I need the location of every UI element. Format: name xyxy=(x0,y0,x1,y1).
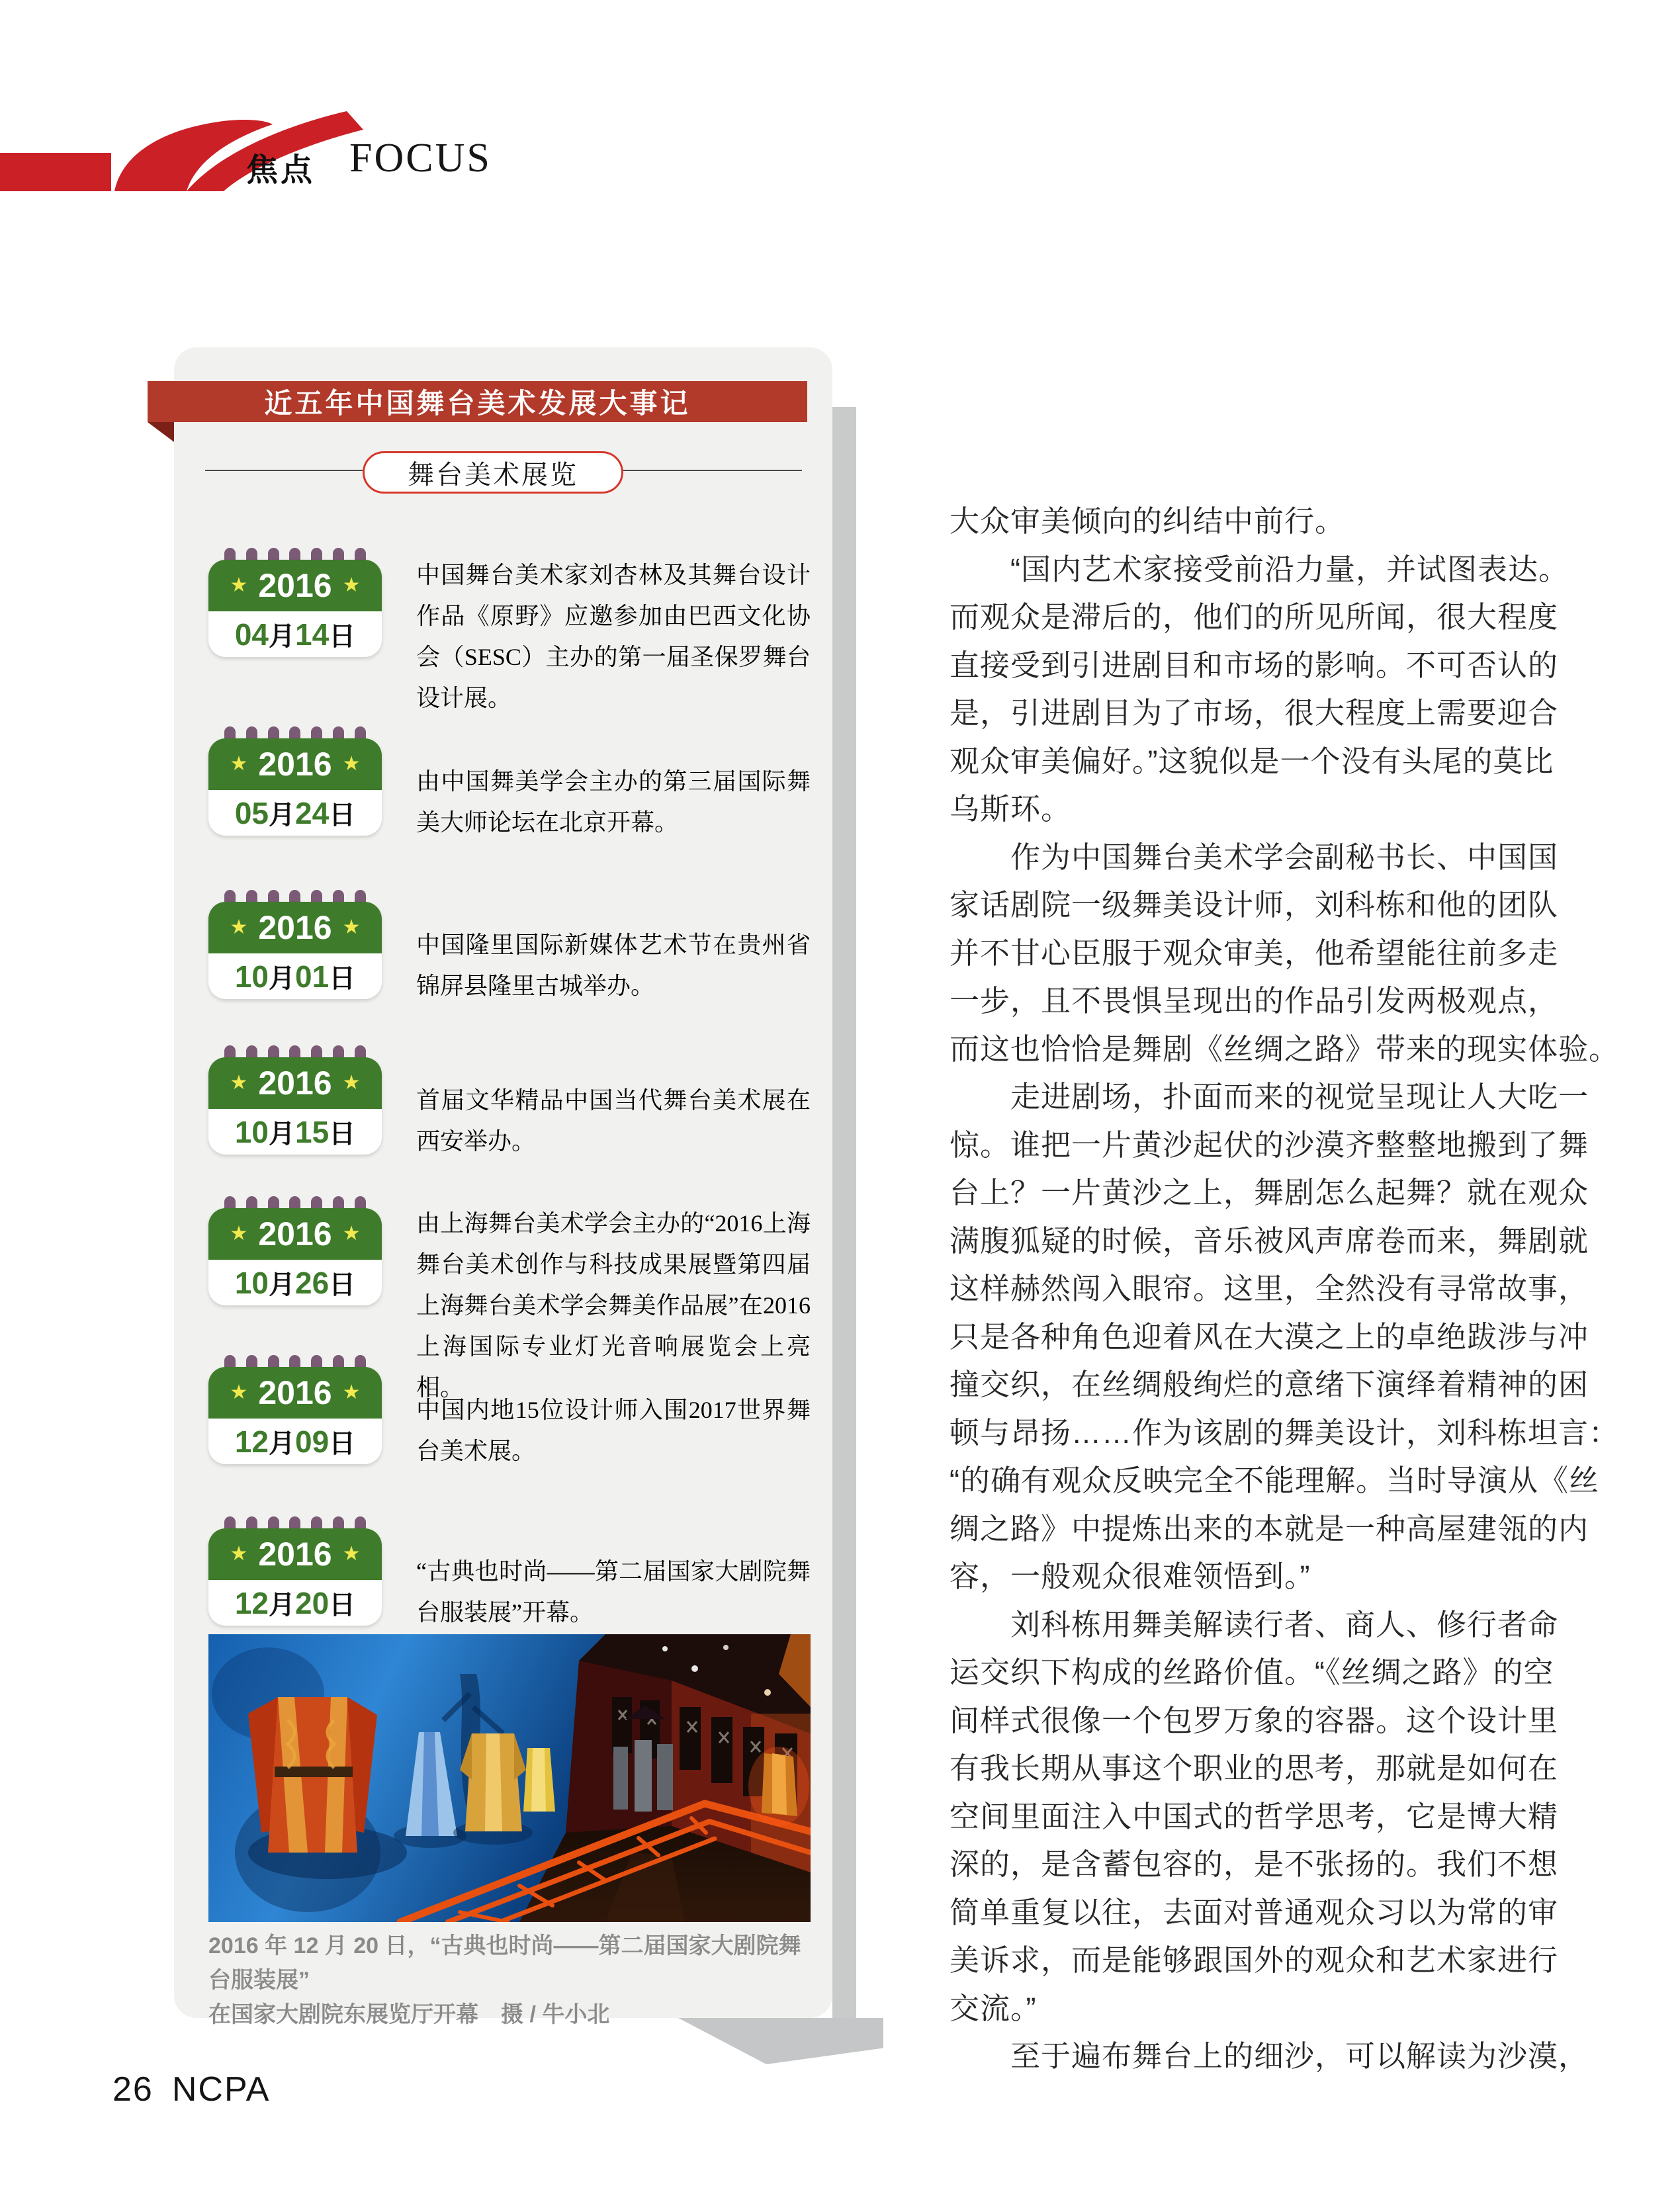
article-line: 观众审美偏好。”这貌似是一个没有头尾的莫比 xyxy=(950,744,1554,778)
article-line: 深的，是含蓄包容的，是不张扬的。我们不想 xyxy=(950,1847,1559,1881)
article-line: 乌斯环。 xyxy=(950,792,1072,826)
card-shadow xyxy=(832,407,856,2018)
star-icon: ★ xyxy=(230,574,248,596)
photo-caption-line2: 在国家大剧院东展览厅开幕 摄 / 牛小北 xyxy=(208,2002,610,2027)
article-line: 作为中国舞台美术学会副秘书长、中国国 xyxy=(950,840,1559,874)
article-line: 满腹狐疑的时候，音乐被风声席卷而来，舞剧就 xyxy=(950,1223,1589,1258)
article-line: 间样式很像一个包罗万象的容器。这个设计里 xyxy=(950,1703,1559,1737)
article-line: 走进剧场，扑面而来的视觉呈现让人大吃一 xyxy=(950,1080,1589,1114)
calendar-year: 2016 xyxy=(258,1374,332,1411)
timeline-event xyxy=(208,1355,811,1471)
timeline-event xyxy=(208,1516,811,1633)
star-icon: ★ xyxy=(342,916,361,938)
calendar-date: 04 月 14 日 xyxy=(234,617,356,652)
star-icon: ★ xyxy=(342,1543,361,1565)
star-icon: ★ xyxy=(342,574,361,596)
article-line: 交流。” xyxy=(950,1991,1037,2025)
calendar-date: 12 月 09 日 xyxy=(234,1424,356,1459)
event-description: 中国舞台美术家刘杏林及其舞台设计作品《原野》应邀参加由巴西文化协会（SESC）主办的第一届圣保罗舞台设计展。 xyxy=(416,562,811,711)
calendar-date: 05 月 24 日 xyxy=(234,795,356,830)
star-icon: ★ xyxy=(230,753,248,775)
section-tag-english: FOCUS xyxy=(349,136,492,181)
event-description: “古典也时尚——第二届国家大剧院舞台服装展”开幕。 xyxy=(416,1558,811,1626)
exhibition-photo xyxy=(208,1634,811,1922)
article-column xyxy=(950,498,1620,2081)
calendar-icon xyxy=(208,1045,382,1162)
article-line: “国内艺术家接受前沿力量，并试图表达。 xyxy=(950,552,1569,586)
star-icon: ★ xyxy=(230,1381,248,1403)
page-number: 26 xyxy=(112,2070,154,2109)
calendar-icon xyxy=(208,726,382,843)
calendar-date: 12 月 20 日 xyxy=(234,1585,356,1620)
timeline-card xyxy=(174,347,832,2027)
article-line: 直接受到引进剧目和市场的影响。不可否认的 xyxy=(950,648,1559,682)
page-folio xyxy=(112,2070,270,2109)
article-line: “的确有观众反映完全不能理解。当时导演从《丝 xyxy=(950,1464,1599,1497)
timeline-title-banner: 近五年中国舞台美术发展大事记 xyxy=(148,381,807,422)
star-icon: ★ xyxy=(230,1223,248,1245)
article-line: 至于遍布舞台上的细沙，可以解读为沙漠， xyxy=(950,2039,1589,2073)
article-line: 家话剧院一级舞美设计师，刘科栋和他的团队 xyxy=(950,888,1559,922)
section-pill: 舞台美术展览 xyxy=(363,451,623,494)
timeline-event xyxy=(208,890,811,1006)
calendar-date: 10 月 15 日 xyxy=(234,1114,356,1149)
event-description: 中国隆里国际新媒体艺术节在贵州省锦屏县隆里古城举办。 xyxy=(416,932,811,999)
photo-caption xyxy=(208,1929,812,2032)
calendar-year: 2016 xyxy=(258,746,332,783)
calendar-year: 2016 xyxy=(258,1536,332,1573)
timeline-event xyxy=(208,726,811,843)
article-line: 只是各种角色迎着风在大漠之上的卓绝跋涉与冲 xyxy=(950,1319,1589,1354)
calendar-year: 2016 xyxy=(258,909,332,946)
star-icon: ★ xyxy=(342,753,361,775)
article-line: 惊。谁把一片黄沙起伏的沙漠齐整整地搬到了舞 xyxy=(950,1127,1589,1162)
star-icon: ★ xyxy=(342,1072,361,1094)
article-line: 容，一般观众很难领悟到。” xyxy=(950,1559,1311,1593)
article-line: 而观众是滞后的，他们的所见所闻，很大程度 xyxy=(950,600,1559,634)
article-line: 简单重复以往，去面对普通观众习以为常的审 xyxy=(950,1895,1559,1929)
article-line: 撞交织，在丝绸般绚烂的意绪下演绎着精神的困 xyxy=(950,1368,1589,1401)
article-line: 并不甘心臣服于观众审美，他希望能往前多走 xyxy=(950,936,1559,970)
article-line: 顿与昂扬……作为该剧的舞美设计，刘科栋坦言： xyxy=(950,1415,1620,1450)
event-description: 由中国舞美学会主办的第三届国际舞美大师论坛在北京开幕。 xyxy=(416,768,811,836)
calendar-date: 10 月 26 日 xyxy=(234,1265,356,1300)
brand-name: NCPA xyxy=(171,2070,271,2109)
calendar-icon xyxy=(208,890,382,1006)
calendar-year: 2016 xyxy=(258,1215,332,1252)
star-icon: ★ xyxy=(342,1381,361,1403)
article-line: 空间里面注入中国式的哲学思考，它是博大精 xyxy=(950,1799,1559,1833)
banner-fold-triangle xyxy=(148,422,174,442)
article-line: 美诉求，而是能够跟国外的观众和艺术家进行 xyxy=(950,1943,1559,1977)
article-line: 运交织下构成的丝路价值。“《丝绸之路》的空 xyxy=(950,1655,1554,1689)
star-icon: ★ xyxy=(342,1223,361,1245)
article-line: 绸之路》中提炼出来的本就是一种高屋建瓴的内 xyxy=(950,1511,1589,1546)
section-tag-chinese: 焦点 xyxy=(246,153,316,188)
article-line: 而这也恰恰是舞剧《丝绸之路》带来的现实体验。 xyxy=(950,1031,1620,1066)
photo-caption-line1: 2016 年 12 月 20 日，“古典也时尚——第二届国家大剧院舞台服装展” xyxy=(208,1933,801,1993)
calendar-year: 2016 xyxy=(258,1065,332,1102)
event-description: 由上海舞台美术学会主办的“2016上海舞台美术创作与科技成果展暨第四届上海舞台美术学会舞美作品展”在2016上海国际专业灯光音响展览会上亮相。 xyxy=(416,1210,811,1401)
event-description: 中国内地15位设计师入围2017世界舞台美术展。 xyxy=(416,1397,811,1464)
timeline-event xyxy=(208,548,811,719)
calendar-year: 2016 xyxy=(258,567,332,604)
star-icon: ★ xyxy=(230,1072,248,1094)
article-line: 这样赫然闯入眼帘。这里，全然没有寻常故事， xyxy=(950,1272,1589,1305)
article-line: 有我长期从事这个职业的思考，那就是如何在 xyxy=(950,1751,1559,1785)
article-line: 台上？一片黄沙之上，舞剧怎么起舞？就在观众 xyxy=(950,1176,1589,1209)
calendar-icon xyxy=(208,1516,382,1633)
calendar-icon xyxy=(208,1355,382,1471)
article-line: 大众审美倾向的纠结中前行。 xyxy=(950,504,1346,538)
calendar-date: 10 月 01 日 xyxy=(234,959,356,994)
article-line: 是，引进剧目为了市场，很大程度上需要迎合 xyxy=(950,696,1559,730)
star-icon: ★ xyxy=(230,1543,248,1565)
event-description: 首届文华精品中国当代舞台美术展在西安举办。 xyxy=(416,1087,811,1155)
article-line: 刘科栋用舞美解读行者、商人、修行者命 xyxy=(950,1607,1559,1641)
timeline-event xyxy=(208,1045,811,1162)
star-icon: ★ xyxy=(230,916,248,938)
article-line: 一步，且不畏惧呈现出的作品引发两极观点， xyxy=(950,984,1559,1018)
calendar-icon xyxy=(208,548,382,719)
